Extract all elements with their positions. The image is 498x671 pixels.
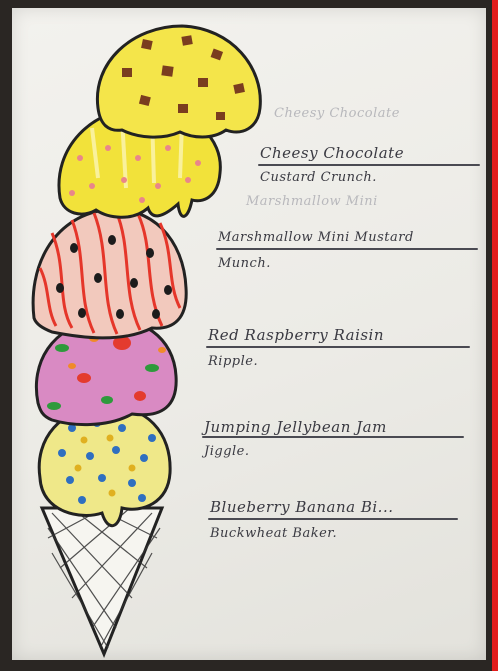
flavour-sub-3: Ripple.	[208, 354, 259, 369]
underline-2	[216, 248, 478, 250]
scoop-cheesy-chocolate	[97, 26, 260, 137]
red-border	[492, 0, 498, 671]
underline-1	[258, 164, 480, 166]
flavour-sub-1: Custard Crunch.	[260, 170, 377, 185]
flavour-sub-2: Munch.	[218, 256, 271, 271]
waffle-cone	[42, 508, 162, 654]
erased-note-2: Marshmallow Mini	[246, 194, 378, 209]
flavour-name-1: Cheesy Chocolate	[260, 144, 405, 162]
paper-sheet	[12, 8, 486, 660]
underline-4	[202, 436, 464, 438]
flavour-name-2: Marshmallow Mini Mustard	[218, 230, 414, 245]
flavour-sub-5: Buckwheat Baker.	[210, 526, 338, 541]
underline-3	[206, 346, 470, 348]
flavour-name-5: Blueberry Banana Bi...	[210, 498, 394, 516]
erased-note-1: Cheesy Chocolate	[274, 106, 400, 121]
flavour-sub-4: Jiggle.	[204, 444, 250, 459]
scoop-red-ripple	[33, 209, 186, 338]
flavour-name-3: Red Raspberry Raisin	[208, 326, 385, 344]
flavour-name-4: Jumping Jellybean Jam	[204, 418, 387, 436]
underline-5	[208, 518, 458, 520]
